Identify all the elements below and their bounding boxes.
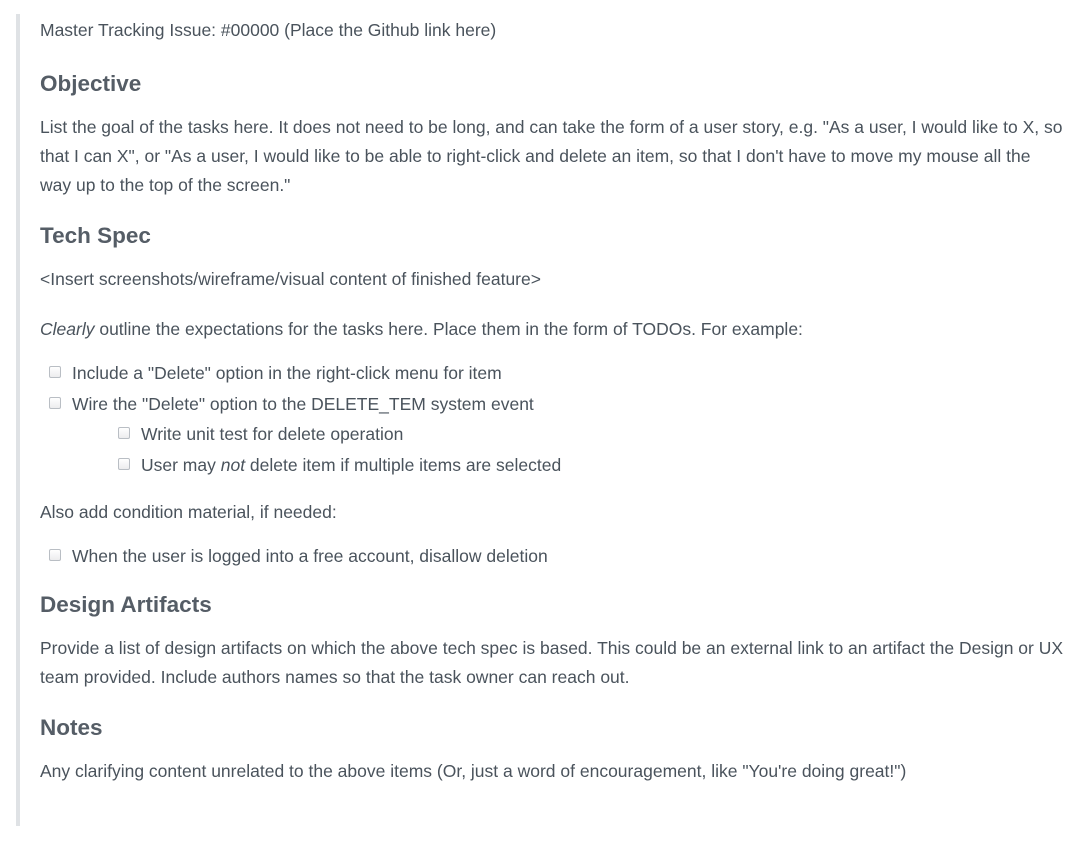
subtask-list [109, 419, 1066, 480]
task-checkbox[interactable] [49, 397, 61, 409]
outline-text [40, 315, 1066, 344]
design-artifacts-text: Provide a list of design artifacts on which the above tech spec is based. This could be an external link to an artifact the Design or UX team provided. Include authors names so that the task owner can reach out. [40, 637, 1064, 687]
condition-task-checkbox[interactable] [49, 549, 61, 561]
condition-task-item [40, 541, 1066, 572]
subtask-item [109, 419, 1066, 450]
tech-spec-heading: Tech Spec [40, 223, 151, 248]
task-label: Include a "Delete" option in the right-click menu for item [72, 363, 502, 383]
task-label: Wire the "Delete" option to the DELETE_TEM system event [72, 393, 534, 414]
objective-heading: Objective [40, 71, 142, 96]
task-item [40, 389, 1066, 481]
subtask-checkbox[interactable] [118, 458, 130, 470]
task-list [40, 358, 1066, 480]
design-artifacts-heading: Design Artifacts [40, 591, 212, 617]
condition-task-label: When the user is logged into a free account, disallow deletion [72, 546, 548, 566]
subtask-label-post: delete item if multiple items are selected [245, 454, 562, 475]
condition-intro: Also add condition material, if needed: [40, 502, 337, 522]
subtask-label: Write unit test for delete operation [141, 424, 404, 444]
subtask-item [109, 450, 1066, 481]
notes-heading: Notes [40, 714, 103, 740]
master-tracking-issue: Master Tracking Issue: #00000 (Place the Github link here) [40, 20, 497, 40]
issue-template-blockquote [16, 14, 1066, 826]
task-checkbox[interactable] [49, 366, 61, 378]
subtask-label-pre: User may [141, 454, 221, 475]
outline-rest: outline the expectations for the tasks here. Place them in the form of TODOs. For example: [94, 319, 803, 339]
insert-visual-note: <Insert screenshots/wireframe/visual content of finished feature> [40, 269, 541, 289]
objective-text: List the goal of the tasks here. It does not need to be long, and can take the form of a user story, e.g. "As a user, I would like to X, so that I can X", or "As a user, I would like to be able to right-click and delete an item, so that I don't have to move my mouse all the way up to the top of the screen." [40, 117, 1063, 195]
task-item [40, 358, 1066, 389]
condition-task-list [40, 541, 1066, 572]
notes-text: Any clarifying content unrelated to the above items (Or, just a word of encouragement, like "You're doing great!") [40, 760, 907, 781]
subtask-label-emphasis: not [220, 454, 246, 475]
outline-emphasis: Clearly [40, 319, 95, 339]
subtask-checkbox[interactable] [118, 427, 130, 439]
